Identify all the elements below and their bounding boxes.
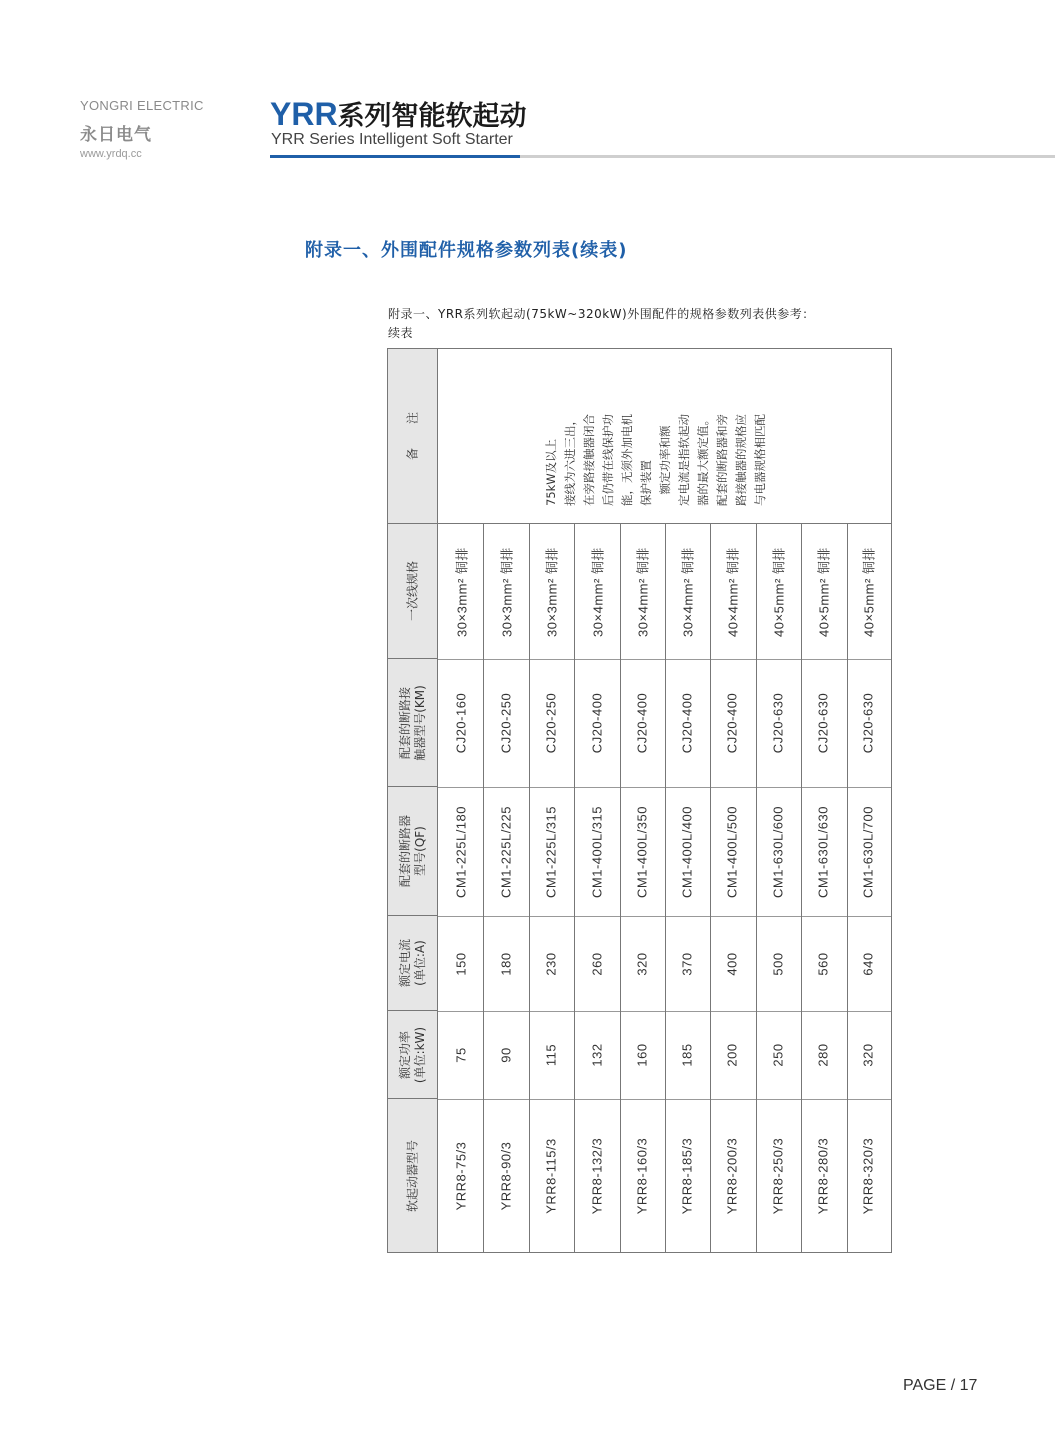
brand-chinese-name: 永日电气 (80, 125, 152, 145)
cell-cable (800, 524, 845, 659)
cell-cable (529, 524, 574, 659)
header-cable-label: 一次线规格 (405, 560, 419, 622)
cell-current-text: 640 (860, 951, 876, 976)
remark-line: 后仍带在线保护功 (601, 414, 615, 506)
cell-breaker-text: CM1-630L/600 (770, 805, 786, 898)
remark-line: 与电器规格相匹配 (753, 414, 767, 506)
table-caption-continued: 续表 (388, 326, 414, 340)
cell-contactor-text: CJ20-630 (770, 692, 786, 754)
cell-model-text: YRR8-75/3 (453, 1141, 469, 1210)
header-contactor (388, 659, 438, 787)
remark-text (542, 366, 770, 506)
cell-breaker-text: CM1-225L/225 (498, 805, 514, 898)
header-model-label: 软起动器型号 (405, 1139, 419, 1212)
table-caption: 附录一、YRR系列软起动(75kW~320kW)外围配件的规格参数列表供参考： (388, 307, 815, 321)
cell-model-text: YRR8-132/3 (589, 1137, 605, 1214)
cell-current (800, 916, 845, 1011)
cell-cable-text: 30×4mm² 铜排 (680, 546, 696, 637)
cell-power-text: 200 (724, 1043, 740, 1067)
header-power-line1: 额定功率 (397, 1030, 412, 1079)
cell-current-text: 260 (589, 951, 605, 976)
cell-power-text: 280 (815, 1043, 831, 1067)
brand-website: www.yrdq.cc (80, 148, 142, 160)
cell-contactor (800, 659, 845, 787)
cell-power-text: 320 (860, 1043, 876, 1067)
cell-model (665, 1099, 710, 1252)
cell-contactor (438, 659, 483, 787)
cell-current-text: 500 (770, 951, 786, 976)
cell-current (846, 916, 891, 1011)
cell-model-text: YRR8-115/3 (543, 1137, 559, 1214)
cell-cable (710, 524, 755, 659)
cell-power (755, 1011, 800, 1099)
cell-power (438, 1011, 483, 1099)
cell-cable-text: 30×4mm² 铜排 (635, 546, 651, 637)
header-contactor-line2: 触器型号(KM) (412, 684, 427, 761)
cell-cable-text: 30×3mm² 铜排 (544, 546, 560, 637)
cell-model (800, 1099, 845, 1252)
cell-power (483, 1011, 528, 1099)
cell-cable (574, 524, 619, 659)
cell-breaker (846, 787, 891, 916)
cell-model-text: YRR8-200/3 (724, 1137, 740, 1214)
remark-line: 路接触器的规格应 (734, 414, 748, 506)
cell-contactor (619, 659, 664, 787)
cell-current (619, 916, 664, 1011)
cell-contactor (710, 659, 755, 787)
cell-breaker-text: CM1-225L/315 (543, 805, 559, 898)
header-current-line1: 额定电流 (397, 938, 412, 988)
cell-breaker (710, 787, 755, 916)
cell-current-text: 560 (815, 951, 831, 976)
cell-model-text: YRR8-160/3 (634, 1137, 650, 1214)
subtitle-english: YRR Series Intelligent Soft Starter (271, 131, 513, 148)
cell-cable (619, 524, 664, 659)
remark-line: 额定功率和额 (658, 425, 672, 506)
remark-line: 75kW及以上 (544, 438, 558, 506)
cell-model (574, 1099, 619, 1252)
cell-contactor-text: CJ20-400 (679, 692, 695, 754)
header-current-line2: (单位:A) (412, 940, 427, 986)
cell-contactor (665, 659, 710, 787)
cell-contactor (483, 659, 528, 787)
remark-line: 接线为六进三出， (563, 414, 577, 506)
cell-model (710, 1099, 755, 1252)
cell-breaker-text: CM1-400L/350 (634, 805, 650, 898)
cell-breaker-text: CM1-400L/400 (679, 805, 695, 898)
brand-english-name: YONGRI ELECTRIC (80, 98, 204, 113)
cell-breaker-text: CM1-225L/180 (453, 805, 469, 898)
cell-breaker (665, 787, 710, 916)
header-model (388, 1099, 438, 1252)
cell-breaker-text: CM1-630L/630 (815, 805, 831, 898)
cell-breaker (574, 787, 619, 916)
cell-power-text: 132 (589, 1043, 605, 1067)
remark-line: 器的最大额定值。 (696, 414, 710, 506)
cell-model-text: YRR8-90/3 (498, 1141, 514, 1210)
cell-cable-text: 40×5mm² 铜排 (816, 546, 832, 637)
cell-contactor (529, 659, 574, 787)
cell-model (755, 1099, 800, 1252)
cell-breaker (619, 787, 664, 916)
cell-cable-text: 40×5mm² 铜排 (771, 546, 787, 637)
cell-model-text: YRR8-280/3 (815, 1137, 831, 1214)
cell-breaker (800, 787, 845, 916)
cell-contactor-text: CJ20-250 (543, 692, 559, 754)
cell-cable (665, 524, 710, 659)
cell-current (438, 916, 483, 1011)
cell-model-text: YRR8-250/3 (770, 1137, 786, 1214)
cell-power (574, 1011, 619, 1099)
cell-current (665, 916, 710, 1011)
cell-model (846, 1099, 891, 1252)
cell-current (483, 916, 528, 1011)
cell-breaker (483, 787, 528, 916)
header-breaker-line1: 配套的断路器 (397, 814, 412, 888)
cell-model (438, 1099, 483, 1252)
section-heading: 附录一、外围配件规格参数列表(续表) (305, 240, 628, 261)
cell-cable (846, 524, 891, 659)
header-power (388, 1011, 438, 1099)
cell-model (529, 1099, 574, 1252)
cell-contactor-text: CJ20-630 (815, 692, 831, 754)
spec-table (387, 348, 892, 1253)
cell-power (619, 1011, 664, 1099)
cell-model-text: YRR8-185/3 (679, 1137, 695, 1214)
cell-power (800, 1011, 845, 1099)
header-power-line2: (单位:kW) (412, 1026, 427, 1083)
cell-contactor-text: CJ20-400 (634, 692, 650, 754)
cell-contactor-text: CJ20-630 (860, 692, 876, 754)
cell-contactor-text: CJ20-250 (498, 692, 514, 754)
cell-cable-text: 30×3mm² 铜排 (454, 546, 470, 637)
cell-power-text: 90 (498, 1047, 514, 1063)
cell-cable (438, 524, 483, 659)
cell-contactor (846, 659, 891, 787)
cell-model (619, 1099, 664, 1252)
header-remark-label: 备 注 (405, 411, 419, 461)
header-current (388, 916, 438, 1011)
cell-breaker (529, 787, 574, 916)
cell-power-text: 250 (770, 1043, 786, 1067)
header-breaker (388, 787, 438, 916)
cell-current-text: 370 (679, 951, 695, 976)
cell-current (574, 916, 619, 1011)
cell-breaker-text: CM1-630L/700 (860, 805, 876, 898)
cell-contactor-text: CJ20-160 (453, 692, 469, 754)
cell-cable-text: 40×4mm² 铜排 (725, 546, 741, 637)
cell-power (665, 1011, 710, 1099)
cell-power-text: 75 (453, 1047, 469, 1063)
cell-contactor-text: CJ20-400 (589, 692, 605, 754)
cell-current-text: 230 (543, 951, 559, 976)
cell-current-text: 180 (498, 951, 514, 976)
cell-power-text: 160 (634, 1043, 650, 1067)
title-chinese: 系列智能软起动 (337, 101, 527, 132)
cell-contactor (574, 659, 619, 787)
cell-current (529, 916, 574, 1011)
header-divider-accent (270, 155, 520, 158)
cell-current-text: 320 (634, 951, 650, 976)
header-breaker-line2: 型号(QF) (412, 826, 427, 876)
page-title (270, 94, 527, 133)
cell-contactor (755, 659, 800, 787)
cell-model (483, 1099, 528, 1252)
cell-power (846, 1011, 891, 1099)
cell-power (529, 1011, 574, 1099)
cell-contactor-text: CJ20-400 (724, 692, 740, 754)
cell-cable-text: 30×4mm² 铜排 (590, 546, 606, 637)
remark-cell (526, 349, 786, 523)
cell-current-text: 150 (453, 951, 469, 976)
remark-line: 定电流是指软起动 (677, 414, 691, 506)
page-number: PAGE / 17 (903, 1377, 978, 1394)
cell-model-text: YRR8-320/3 (860, 1137, 876, 1214)
cell-current (710, 916, 755, 1011)
remark-line: 在旁路接触器闭合 (582, 414, 596, 506)
cell-power-text: 185 (679, 1043, 695, 1067)
cell-current (755, 916, 800, 1011)
cell-power (710, 1011, 755, 1099)
series-brand: YRR (270, 96, 338, 132)
cell-power-text: 115 (543, 1043, 559, 1067)
cell-cable (755, 524, 800, 659)
header-cable (388, 524, 438, 659)
cell-breaker (755, 787, 800, 916)
header-contactor-line1: 配套的断路接 (397, 686, 412, 759)
cell-cable-text: 30×3mm² 铜排 (499, 546, 515, 637)
cell-current-text: 400 (724, 951, 740, 976)
cell-breaker-text: CM1-400L/315 (589, 805, 605, 898)
cell-breaker-text: CM1-400L/500 (724, 805, 740, 898)
header-remark (388, 349, 438, 524)
cell-cable (483, 524, 528, 659)
remark-line: 配套的断路器和旁 (715, 414, 729, 506)
cell-cable-text: 40×5mm² 铜排 (861, 546, 877, 637)
remark-line: 保护装置 (639, 460, 653, 506)
cell-breaker (438, 787, 483, 916)
remark-line: 能，无须外加电机 (620, 414, 634, 506)
